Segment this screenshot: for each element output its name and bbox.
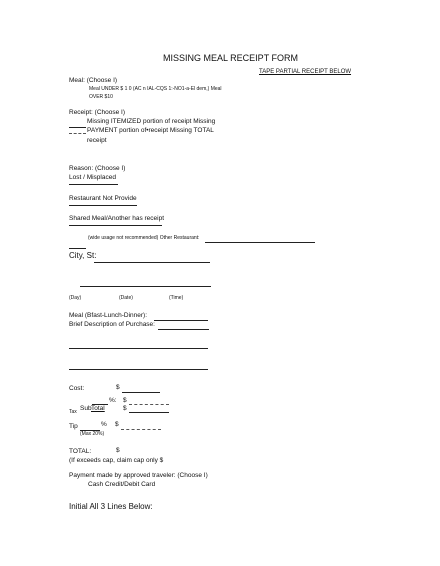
date-label: (Date) bbox=[119, 295, 133, 301]
reason-shared-line[interactable] bbox=[69, 225, 162, 226]
tip-dollar: $ bbox=[115, 421, 119, 428]
reason-option-lost[interactable]: Lost / Misplaced bbox=[69, 174, 116, 181]
sub-label: Sub bbox=[80, 405, 92, 412]
tax-label: Tax bbox=[69, 409, 77, 415]
tip-percent-sign: % bbox=[101, 421, 107, 428]
other-restaurant-label: (wide usage not recommended) Other Restaurant: bbox=[88, 235, 200, 241]
grand-total-dollar: $ bbox=[116, 447, 120, 454]
subtotal-field[interactable] bbox=[129, 412, 169, 413]
meal-type-label: Meal (Bfast-Lunch-Dinner): bbox=[69, 312, 148, 319]
meal-type-field[interactable] bbox=[154, 320, 208, 321]
payment-choice-label: Payment made by approved traveler: (Choose I) bbox=[69, 472, 208, 479]
receipt-itemized-blank[interactable] bbox=[69, 127, 86, 128]
tape-receipt-note: TAPE PARTIAL RECEIPT BELOW bbox=[259, 69, 352, 75]
day-date-time-field[interactable] bbox=[80, 286, 211, 287]
receipt-payment-blank[interactable] bbox=[69, 133, 86, 134]
time-label: (Time) bbox=[169, 295, 184, 301]
reason-option-shared[interactable]: Shared Meal/Another has receipt bbox=[69, 215, 165, 222]
city-state-label: City, St: bbox=[69, 251, 97, 260]
cost-field[interactable] bbox=[122, 392, 160, 393]
purchase-description-label: Brief Description of Purchase: bbox=[69, 321, 155, 328]
tip-amount-field[interactable] bbox=[121, 429, 161, 430]
meal-choice-label: Meal: (Choose I) bbox=[69, 77, 118, 84]
tax-percent-sign: %: bbox=[109, 397, 117, 404]
grand-total-label: TOTAL: bbox=[69, 448, 92, 455]
initials-label: Initial All 3 Lines Below: bbox=[69, 502, 153, 511]
tax-amount-field[interactable] bbox=[129, 404, 169, 405]
reason-not-provided-line[interactable] bbox=[69, 205, 137, 206]
payment-option-card[interactable]: Cash Credit/Debit Card bbox=[88, 481, 156, 488]
cost-dollar: $ bbox=[116, 384, 120, 391]
tax-dollar: $ bbox=[123, 397, 127, 404]
other-restaurant-field[interactable] bbox=[205, 242, 315, 243]
cap-note: (If exceeds cap, claim cap only $ bbox=[69, 457, 164, 464]
reason-lost-line[interactable] bbox=[69, 184, 118, 185]
purchase-description-field[interactable] bbox=[158, 329, 209, 330]
city-state-field[interactable] bbox=[94, 262, 210, 263]
cost-label: Cost: bbox=[69, 385, 85, 392]
description-line-3[interactable] bbox=[69, 369, 208, 370]
meal-option-over[interactable]: OVER $10 bbox=[89, 94, 113, 100]
tip-max-note: (Max 20%) bbox=[80, 431, 105, 437]
reason-option-not-provided[interactable]: Restaurant Not Provide bbox=[69, 195, 137, 202]
receipt-choice-label: Receipt: (Choose I) bbox=[69, 109, 125, 116]
receipt-option-payment[interactable]: PAYMENT portion of•receipt Missing TOTAL bbox=[87, 127, 214, 134]
receipt-option-itemized[interactable]: Missing ITEMIZED portion of receipt Missing bbox=[87, 118, 216, 125]
meal-option-under[interactable]: Meal UNDER $ 1 0 (AC n IAL-CQS 1:-NO1-a-El dem,) Meal bbox=[89, 86, 222, 92]
subtotal-label: Total bbox=[91, 405, 105, 412]
day-label: (Day) bbox=[69, 295, 82, 301]
description-line-2[interactable] bbox=[69, 348, 208, 349]
tip-label: Tip bbox=[69, 423, 78, 430]
other-restaurant-blank[interactable] bbox=[69, 248, 86, 249]
receipt-option-total[interactable]: receipt bbox=[87, 137, 107, 144]
form-title: MISSING MEAL RECEIPT FORM bbox=[163, 53, 299, 63]
reason-choice-label: Reason: (Choose I) bbox=[69, 165, 126, 172]
subtotal-dollar: $ bbox=[123, 405, 127, 412]
